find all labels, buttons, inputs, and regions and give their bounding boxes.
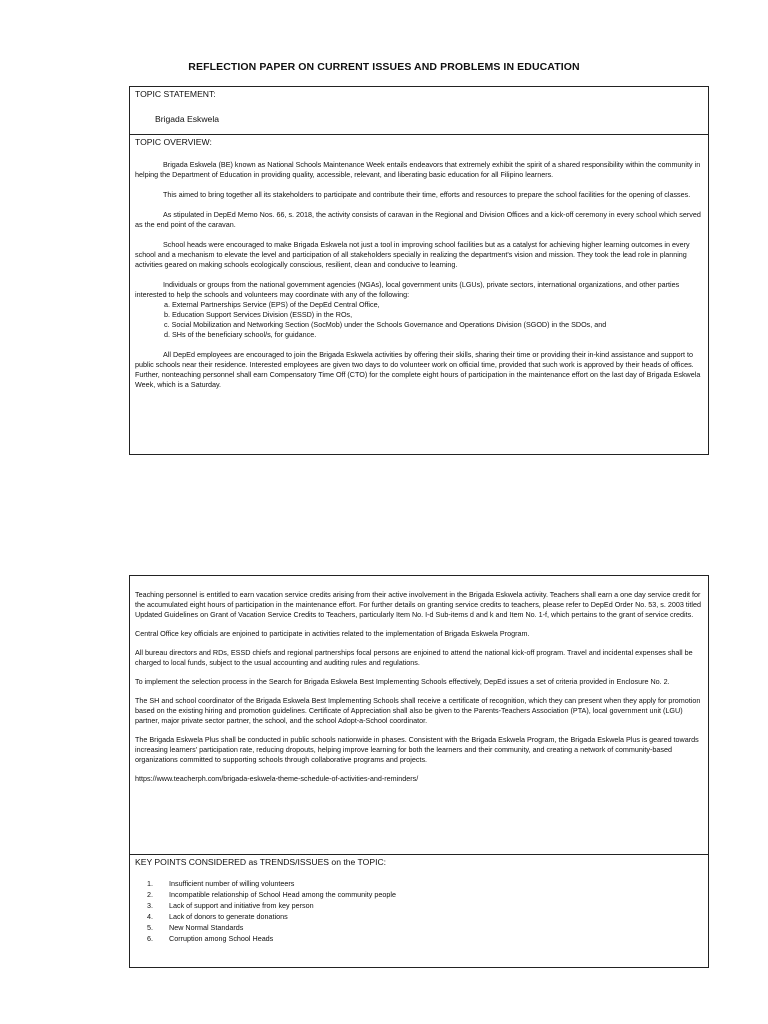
continuation-section xyxy=(130,576,708,855)
continuation-box xyxy=(129,575,709,968)
topic-overview-section xyxy=(130,135,708,455)
overview-paragraph: School heads were encouraged to make Brigada Eskwela not just a tool in improving school facilities but as a catalyst for achieving higher learning outcomes in every school and a mechanism to elevate the level and participation of all stakeholders specially in realizing the department's vision and mission. They took the lead role in planning activities geared on making schools ecologically conscious, resilient, clean and conducive to learning. xyxy=(135,240,690,269)
list-item: b. Education Support Services Division (ESSD) in the ROs, xyxy=(164,310,353,319)
continuation-paragraph: To implement the selection process in the Search for Brigada Eskwela Best Implementing Schools effectively, DepEd issues a set of criteria provided in Enclosure No. 2. xyxy=(135,677,670,686)
list-item: 4. Lack of donors to generate donations xyxy=(147,912,288,921)
continuation-paragraph: Teaching personnel is entitled to earn vacation service credits arising from their active involvement in the Brigada Eskwela activity. Teachers shall earn a one day service credit for the accumulated eight hours of participation in the maintenance effort. For further details on granting service credits to teachers, please refer to DepEd Order No. 53, s. 2003 titled Updated Guidelines on Grant of Vacation Service Credits to Teachers, particularly Item No. I-d Sub-items d and k and Item No. 1-f, which pertains to the grant of service credits. xyxy=(135,590,701,619)
topic-box xyxy=(129,86,709,455)
list-item: 3. Lack of support and initiative from key person xyxy=(147,901,314,910)
list-item: 6. Corruption among School Heads xyxy=(147,934,274,943)
overview-paragraph: This aimed to bring together all its stakeholders to participate and contribute their time, efforts and resources to prepare the school facilities for the opening of classes. xyxy=(163,190,691,199)
coordination-list xyxy=(130,300,708,340)
topic-overview-label: TOPIC OVERVIEW: xyxy=(135,137,212,147)
key-points-section xyxy=(130,855,708,967)
list-item: 5. New Normal Standards xyxy=(147,923,244,932)
topic-statement-label: TOPIC STATEMENT: xyxy=(135,89,216,99)
topic-statement-value: Brigada Eskwela xyxy=(155,114,220,124)
list-item: 2. Incompatible relationship of School Head among the community people xyxy=(147,890,396,899)
continuation-paragraph: The SH and school coordinator of the Brigada Eskwela Best Implementing Schools shall receive a certificate of recognition, which they can present when they apply for promotion based on the existing hiring and promotion guidelines. Certificate of Appreciation shall also be given to the Parents-Teachers Association (PTA), local government unit (LGU) partner, major private sector partner, the school, and the school Adopt-a-School coordinator. xyxy=(135,696,701,725)
page-title: REFLECTION PAPER ON CURRENT ISSUES AND PROBLEMS IN EDUCATION xyxy=(188,61,580,73)
key-points-label: KEY POINTS CONSIDERED as TRENDS/ISSUES on the TOPIC: xyxy=(135,857,387,867)
overview-paragraph: All DepEd employees are encouraged to join the Brigada Eskwela activities by offering their skills, sharing their time or providing their in-kind assistance and support to public schools near their residence. Interested employees are given two days to do volunteer work on official time, provided that such work is approved by their heads of offices. Further, nonteaching personnel shall earn Compensatory Time Off (CTO) for the complete eight hours of participation in the maintenance effort on the last day of Brigada Eskwela Week, which is a Saturday. xyxy=(135,350,701,389)
source-link[interactable]: https://www.teacherph.com/brigada-eskwela-theme-schedule-of-activities-and-reminders/ xyxy=(135,774,419,783)
list-item: d. SHs of the beneficiary school/s, for guidance. xyxy=(164,330,317,339)
topic-statement-section xyxy=(130,87,708,135)
list-item: 1. Insufficient number of willing volunteers xyxy=(147,879,295,888)
continuation-paragraph: All bureau directors and RDs, ESSD chiefs and regional partnerships focal persons are enjoined to attend the national kick-off program. Travel and incidental expenses shall be charged to local funds, subject to the usual accounting and auditing rules and regulations. xyxy=(135,648,693,667)
continuation-paragraph: Central Office key officials are enjoined to participate in activities related to the implementation of Brigada Eskwela Program. xyxy=(135,629,530,638)
key-points-list xyxy=(130,878,708,944)
continuation-paragraph: The Brigada Eskwela Plus shall be conducted in public schools nationwide in phases. Consistent with the Brigada Eskwela Program, the Brigada Eskwela Plus is geared towards increasing learners' participation rate, reducing dropouts, helping improve learning for both the learners and their community, and creating a network of community-based organizations committed to supporting schools through collaborative programs and projects. xyxy=(135,735,699,764)
overview-paragraph: Individuals or groups from the national government agencies (NGAs), local government units (LGUs), private sectors, international organizations, and other parties interested to help the schools and volunteers may coordinate with any of the following: xyxy=(135,280,680,299)
overview-paragraph: As stipulated in DepEd Memo Nos. 66, s. 2018, the activity consists of caravan in the Regional and Division Offices and a kick-off ceremony in every school which served as the end point of the caravan. xyxy=(135,210,701,229)
list-item: a. External Partnerships Service (EPS) of the DepEd Central Office, xyxy=(164,300,380,309)
overview-paragraph: Brigada Eskwela (BE) known as National Schools Maintenance Week entails endeavors that extremely exhibit the spirit of a shared responsibility within the community in helping the Department of Education in providing quality, accessible, relevant, and liberating basic education for all Filipino learners. xyxy=(135,160,701,179)
list-item: c. Social Mobilization and Networking Section (SocMob) under the Schools Governance and Operations Division (SGOD) in the SDOs, and xyxy=(164,320,607,329)
